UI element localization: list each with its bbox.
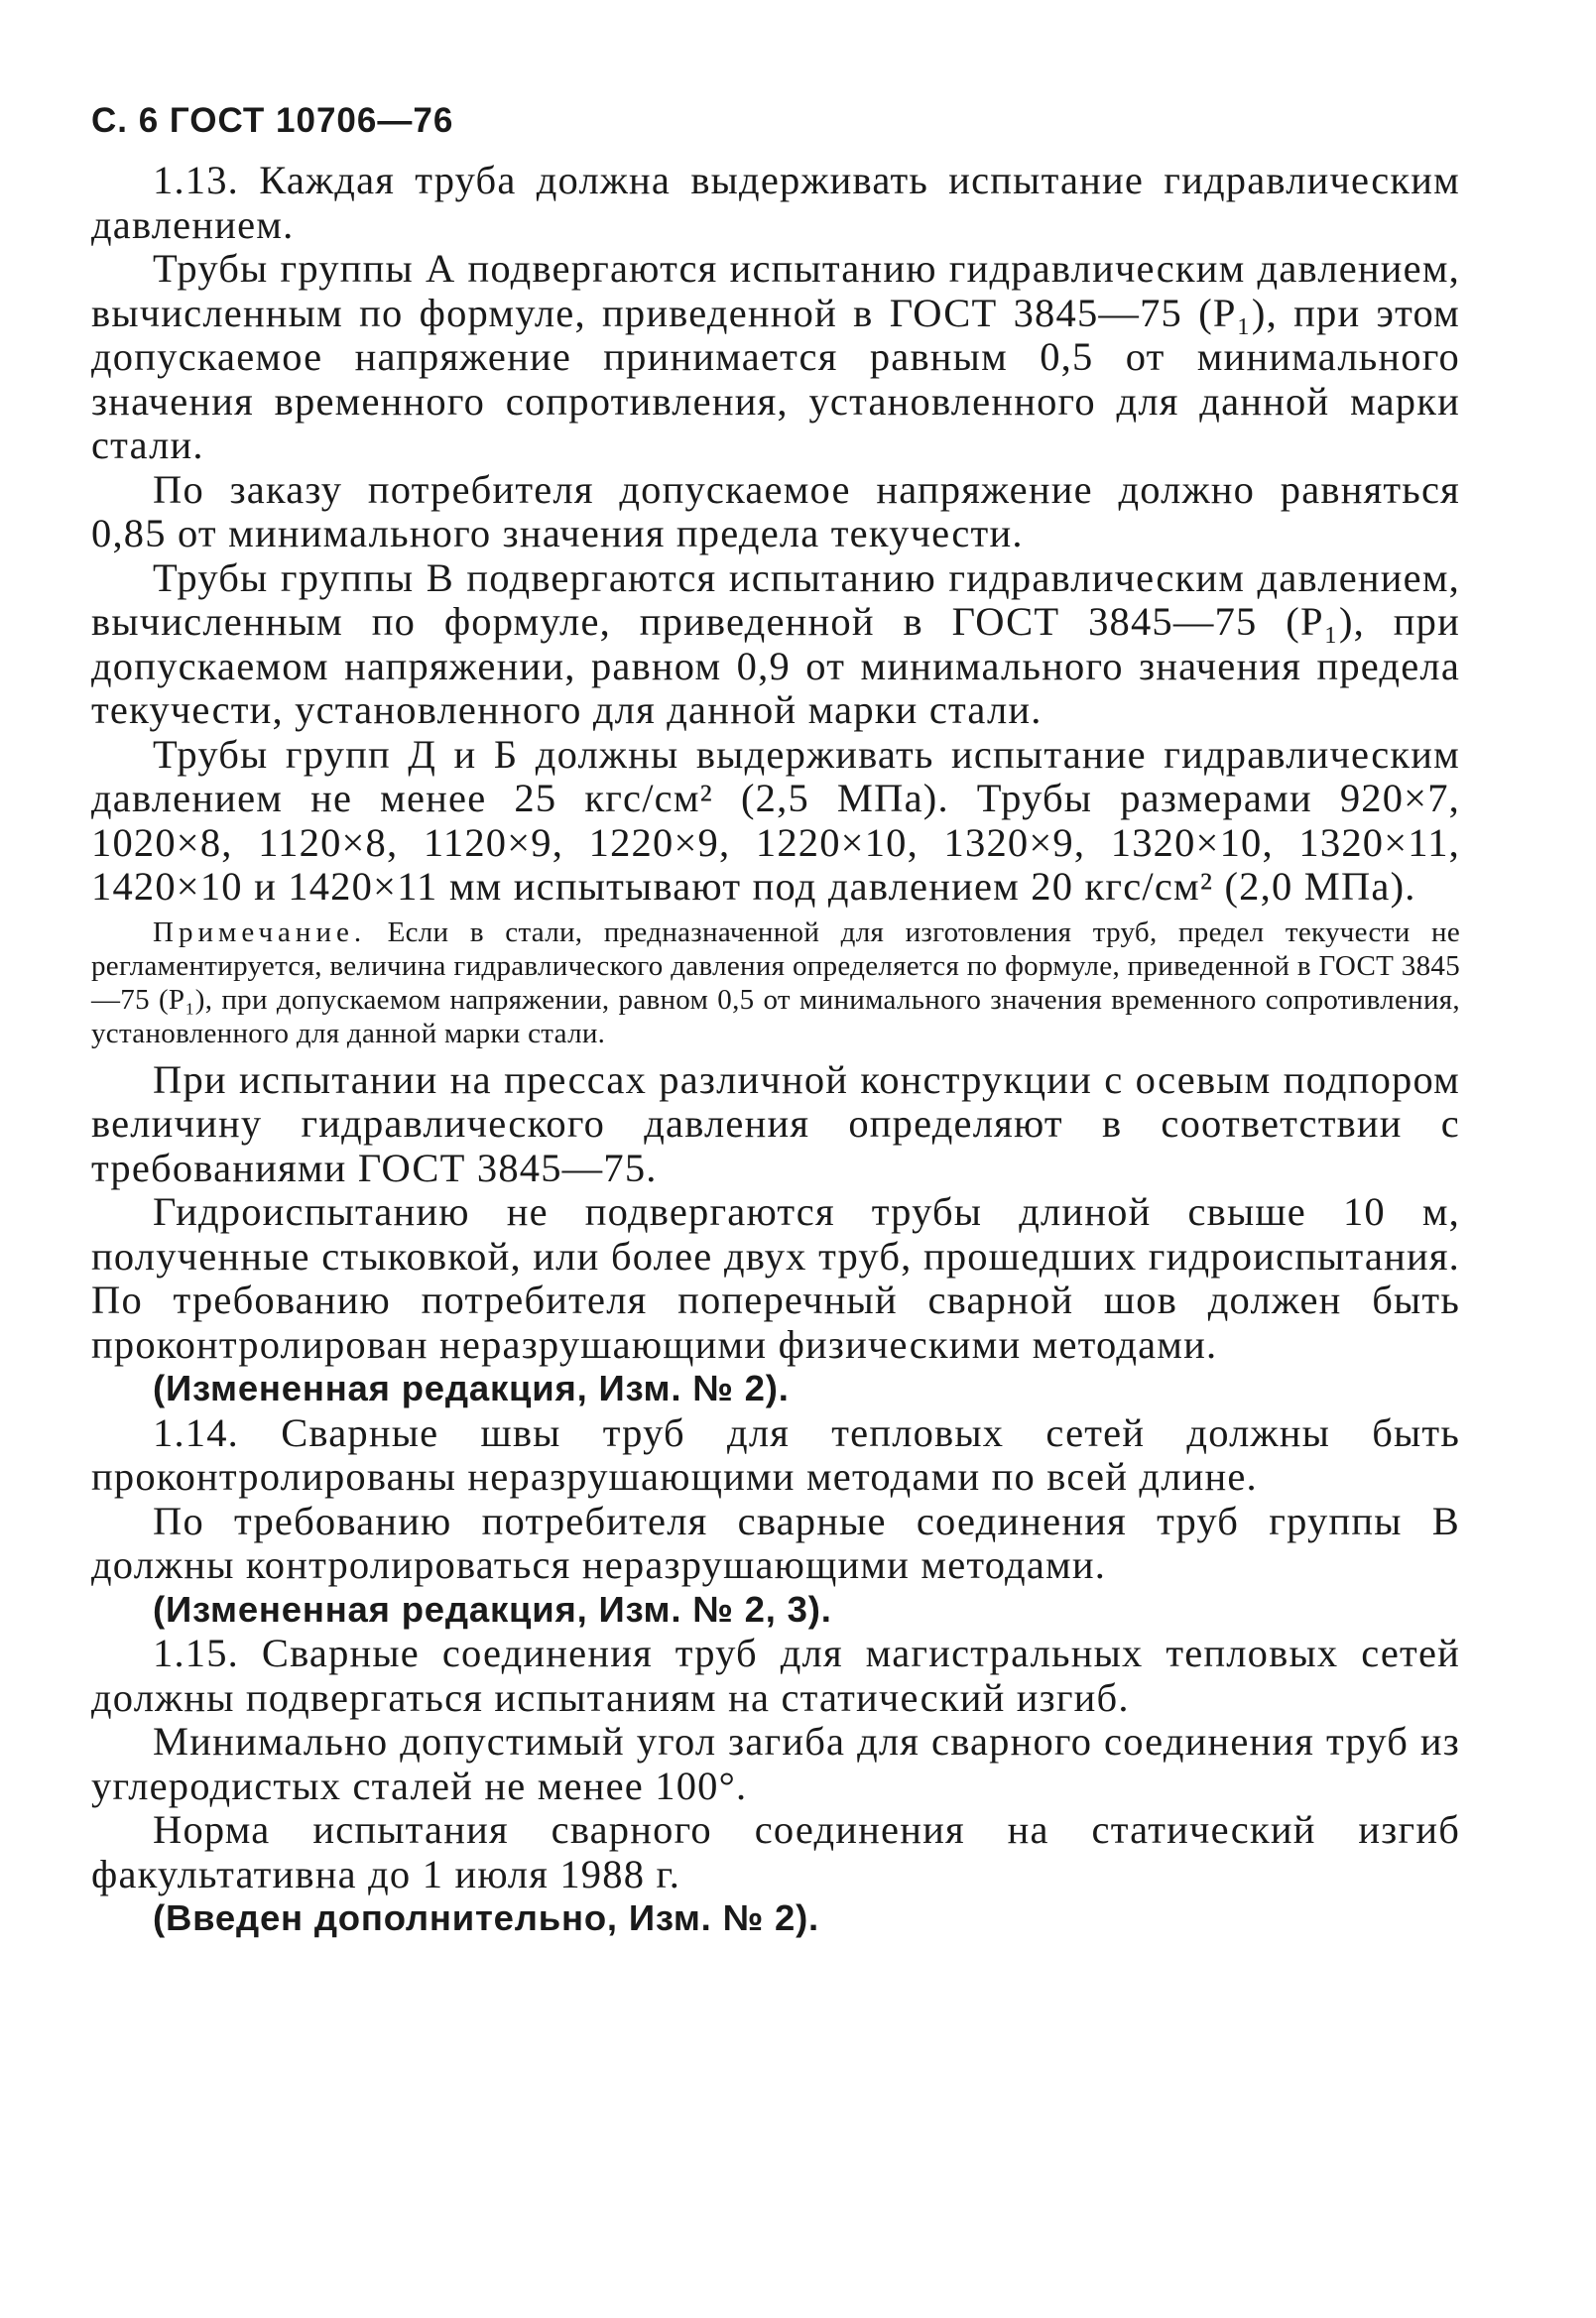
document-body: [91, 159, 1460, 1941]
note: [91, 915, 1460, 1050]
amendment-note-1: (Измененная редакция, Изм. № 2).: [153, 1368, 790, 1408]
paragraph-optional-norm: Норма испытания сварного соединения на статический изгиб факультативна до 1 июля 1988 г.: [91, 1807, 1460, 1896]
paragraph-press-testing: При испытании на прессах различной конструкции с осевым подпором величину гидравлического давления определяют в соответствии с требованиями ГОСТ 3845—75.: [91, 1056, 1460, 1190]
amendment-note-2: (Измененная редакция, Изм. № 2, 3).: [153, 1588, 832, 1630]
paragraph-1-15: 1.15. Сварные соединения труб для магистральных тепловых сетей должны подвергаться испытаниям на статический изгиб.: [91, 1631, 1460, 1720]
paragraph-hydrotest-exemption: Гидроиспытанию не подвергаются трубы длиной свыше 10 м, полученные стыковкой, или более двух труб, прошедших гидроиспытания. По требованию потребителя поперечный сварной шов должен быть проконтролирован неразрушающими физическими методами.: [91, 1189, 1460, 1367]
paragraph-group-v: Трубы группы В подвергаются испытанию гидравлическим давлением, вычисленным по формуле, приведенной в ГОСТ 3845—75 (P₁), при допускаемом напряжении, равном 0,9 от минимального значения предела текучести, установленного для данной марки стали.: [91, 554, 1460, 732]
amendment-note-3: (Введен дополнительно, Изм. № 2).: [153, 1897, 819, 1938]
note-lead: Примечание.: [153, 915, 367, 948]
note-text: Если в стали, предназначенной для изготовления труб, предел текучести не регламентируется, величина гидравлического давления определяется по формуле, приведенной в ГОСТ 3845—75 (P₁), при допускаемом напряжении, равном 0,5 от минимального значения временного сопротивления, установленного для данной марки стали.: [91, 915, 1460, 1049]
paragraph-groups-d-b: Трубы групп Д и Б должны выдерживать испытание гидравлическим давлением не менее 25 кгс/см² (2,5 МПа). Трубы размерами 920×7, 1020×8, 1120×8, 1120×9, 1220×9, 1220×10, 1320×9, 1320×10, 1320×11, 1420×10 и 1420×11 мм испытывают под давлением 20 кгс/см² (2,0 МПа).: [91, 731, 1460, 909]
paragraph-bend-angle: Минимально допустимый угол загиба для сварного соединения труб из углеродистых сталей не менее 100°.: [91, 1719, 1460, 1808]
paragraph-group-a: Трубы группы А подвергаются испытанию гидравлическим давлением, вычисленным по формуле, приведенной в ГОСТ 3845—75 (P₁), при этом допускаемое напряжение принимается равным 0,5 от минимального значения временного сопротивления, установленного для данной марки стали.: [91, 246, 1460, 467]
paragraph-1-14: 1.14. Сварные швы труб для тепловых сетей должны быть проконтролированы неразрушающими методами по всей длине.: [91, 1409, 1460, 1499]
paragraph-group-v-welds: По требованию потребителя сварные соединения труб группы В должны контролироваться неразрушающими методами.: [91, 1498, 1460, 1587]
paragraph-1-13: 1.13. Каждая труба должна выдерживать испытание гидравлическим давлением.: [91, 158, 1460, 247]
paragraph-customer-order: По заказу потребителя допускаемое напряжение должно равняться 0,85 от минимального значения предела текучести.: [91, 466, 1460, 555]
page-header: С. 6 ГОСТ 10706—76: [91, 101, 454, 140]
